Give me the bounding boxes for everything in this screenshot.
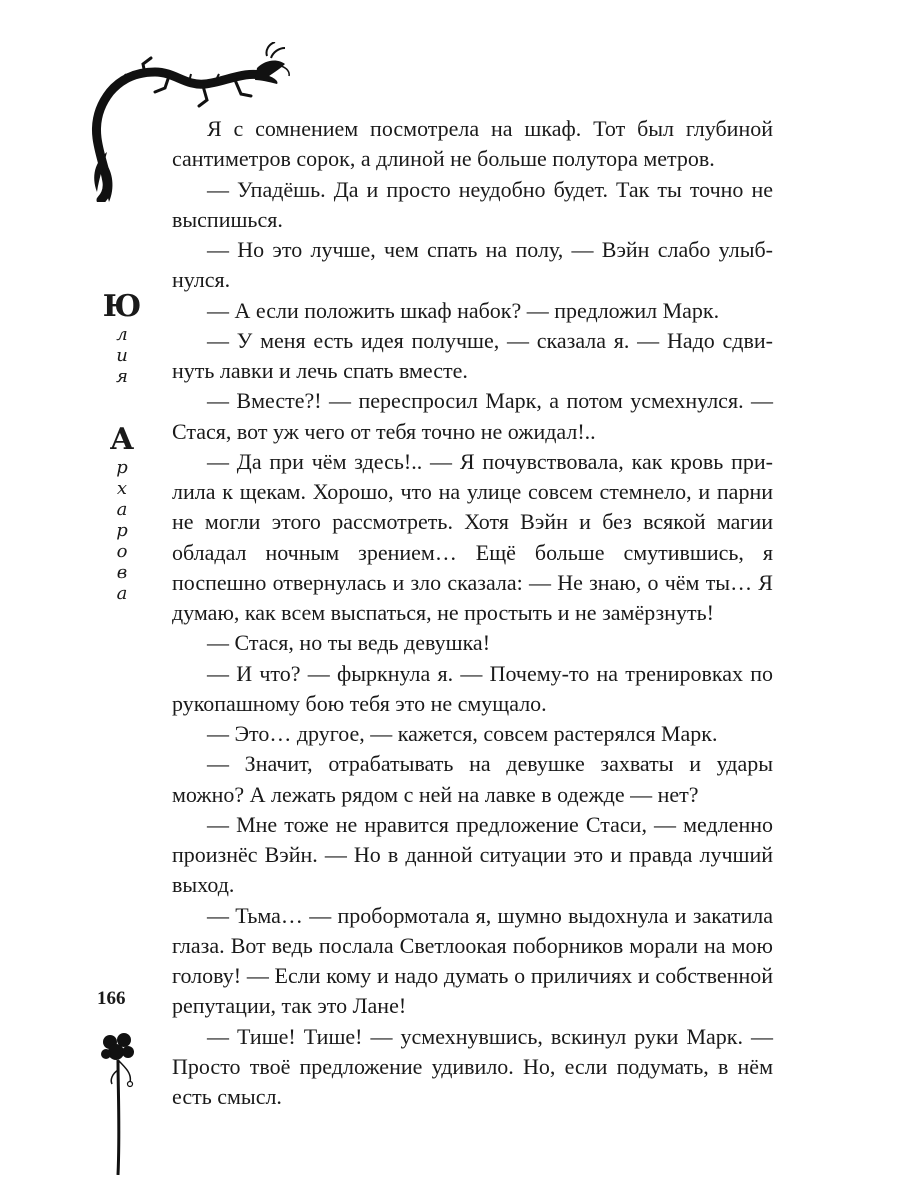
flower-stem-icon <box>96 1030 142 1175</box>
paragraph: — Но это лучше, чем спать на полу, — Вэйн слабо улыбнулся. <box>172 237 773 293</box>
author-letter: Ю <box>102 289 142 324</box>
paragraph: — А если положить шкаф набок? — предложил Марк. <box>207 297 720 323</box>
paragraph: — Тише! Тише! — усмехнувшись, вскинул руки Марк. — Просто твоё предложение удивило. Но, если подумать, в нём есть смысл. <box>172 1023 773 1109</box>
author-letter: в <box>116 562 128 583</box>
author-letter: и <box>116 345 128 366</box>
author-letter: р <box>116 457 128 478</box>
author-letter: о <box>116 541 128 562</box>
paragraph: Я с сомнением посмотрела на шкаф. Тот был глубиной сантиметров сорок, а длиной не больше полутора метров. <box>172 116 773 172</box>
paragraph: — Мне тоже не нравится предложение Стаси, — медленно произнёс Вэйн. — Но в данной ситуации это и правда лучший выход. <box>172 811 773 898</box>
paragraph: — Значит, отрабатывать на девушке захваты и удары можно? А лежать рядом с ней на лавке в одежде — нет? <box>172 751 773 807</box>
paragraph: — У меня есть идея получше, — сказала я. — Надо сдвинуть лавки и лечь спать вместе. <box>172 327 773 383</box>
author-name <box>100 290 144 604</box>
author-letter: а <box>116 583 128 604</box>
paragraph: — Упадёшь. Да и просто неудобно будет. Так ты точно не выспишься. <box>172 176 773 232</box>
author-letter: х <box>116 478 128 499</box>
paragraph: — И что? — фыркнула я. — Почему-то на тренировках по рукопашному бою тебя это не смущало. <box>172 660 773 716</box>
main-text <box>172 114 773 1112</box>
paragraph: — Это… другое, — кажется, совсем растерялся Марк. <box>207 721 718 746</box>
paragraph: — Стася, но ты ведь девушка! <box>207 630 491 656</box>
page-number: 166 <box>97 988 126 1009</box>
author-letter: р <box>116 520 128 541</box>
author-letter: л <box>116 324 128 345</box>
paragraph: — Да при чём здесь!.. — Я почувствовала, как кровь прилила к щекам. Хорошо, что на улице совсем стемнело, и парни не могли этого рассмотреть. Хотя Вэйн и без всякой магии обладал ночным зрением… Ещё больше смутившись, я поспешно отвернулась и зло сказала: — Не знаю, о чём ты… Я думаю, как всем выспаться, не простыть и не замёрзнуть! <box>172 448 773 625</box>
paragraph: — Вместе?! — переспросил Марк, а потом усмехнулся. — Стася, вот уж чего от тебя точно не ожидал!.. <box>172 388 773 444</box>
author-letter: я <box>116 366 128 387</box>
author-letter: а <box>116 499 128 520</box>
paragraph: — Тьма… — пробормотала я, шумно выдохнула и закатила глаза. Вот ведь послала Светлоокая поборников морали на мою голову! — Если кому и надо думать о приличиях и собственной репутации, так это Лане! <box>172 902 773 1019</box>
author-letter: А <box>109 422 135 457</box>
